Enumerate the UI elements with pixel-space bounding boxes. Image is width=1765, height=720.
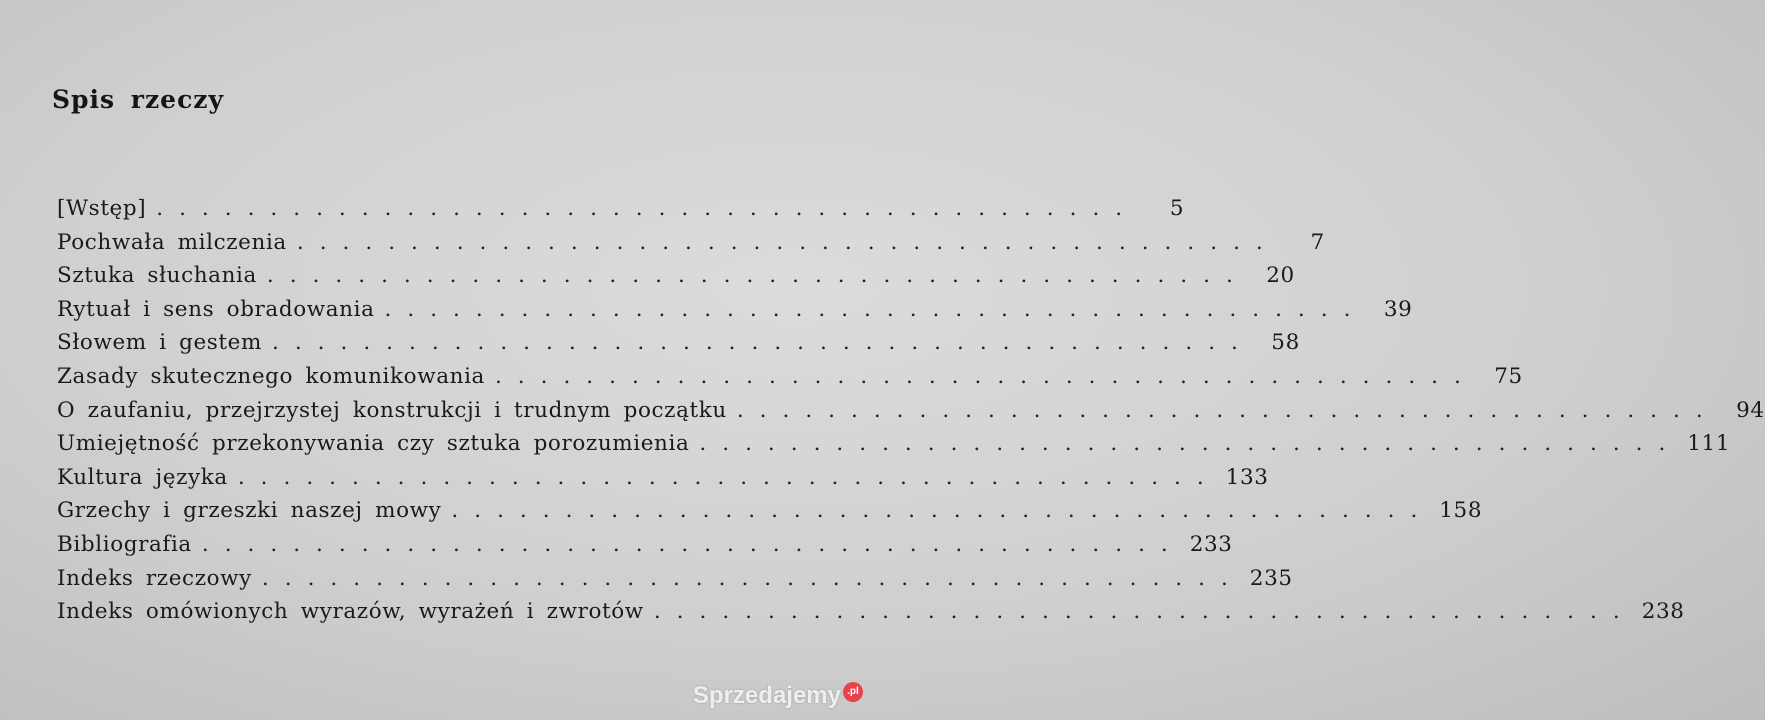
toc-entry-page: 233: [1189, 531, 1233, 557]
toc-entry: [57, 263, 1295, 297]
toc-entry-page: 58: [1271, 330, 1300, 356]
toc-entry-title: Kultura języka: [57, 464, 228, 490]
toc-entry: [57, 565, 1293, 600]
toc-entry-title: Grzechy i grzeszki naszej mowy: [57, 498, 442, 524]
toc-entry-title: Bibliografia: [57, 531, 192, 557]
toc-leader-dots: ...........................................: [653, 599, 1636, 625]
watermark-text: Sprzedajemy: [692, 682, 841, 709]
toc-leader-dots: ...........................................: [699, 431, 1682, 457]
toc-leader-dots: ...........................................: [266, 263, 1249, 289]
toc-entry-title: [Wstęp]: [57, 196, 147, 221]
toc-entry: [57, 431, 1731, 465]
watermark-badge: .pl: [843, 682, 863, 702]
toc-entry: [57, 464, 1269, 499]
toc-leader-dots: ...........................................: [494, 363, 1477, 389]
page-title: Spis rzeczy: [52, 84, 225, 114]
toc-entry-title: Zasady skutecznego komunikowania: [57, 363, 485, 389]
toc-entry: [57, 397, 1765, 432]
toc-entry-page: 75: [1494, 363, 1523, 389]
toc-entry: [57, 296, 1413, 331]
toc-entry-page: 7: [1310, 229, 1325, 255]
watermark-logo: [693, 682, 863, 710]
toc-entry: [57, 531, 1233, 566]
table-of-contents: [57, 196, 1765, 633]
toc-entry-page: 94: [1736, 397, 1765, 423]
toc-entry-title: Pochwała milczenia: [57, 229, 287, 255]
toc-leader-dots: ...........................................: [156, 196, 1139, 221]
toc-entry: [57, 599, 1685, 633]
toc-entry-title: Sztuka słuchania: [57, 263, 257, 289]
toc-entry-page: 238: [1641, 599, 1685, 625]
toc-entry: [57, 363, 1523, 398]
toc-leader-dots: ...........................................: [261, 565, 1244, 591]
toc-entry-title: Rytuał i sens obradowania: [57, 296, 375, 322]
toc-entry-title: Umiejętność przekonywania czy sztuka porozumienia: [57, 431, 690, 457]
toc-entry-title: Indeks omówionych wyrazów, wyrażeń i zwrotów: [57, 599, 644, 625]
toc-entry-page: 5: [1169, 196, 1185, 221]
toc-leader-dots: ...........................................: [736, 397, 1719, 423]
toc-leader-dots: ...........................................: [451, 498, 1434, 524]
toc-entry-page: 235: [1249, 565, 1293, 591]
toc-entry-title: O zaufaniu, przejrzystej konstrukcji i trudnym początku: [57, 397, 727, 423]
toc-entry: [57, 330, 1300, 364]
toc-entry: [57, 498, 1483, 532]
toc-entry-page: 133: [1225, 464, 1269, 490]
toc-entry-title: Indeks rzeczowy: [57, 565, 252, 591]
toc-leader-dots: ...........................................: [384, 296, 1367, 322]
toc-leader-dots: ...........................................: [237, 464, 1220, 490]
toc-leader-dots: ...........................................: [271, 330, 1254, 356]
toc-entry-title: Słowem i gestem: [57, 330, 262, 356]
toc-leader-dots: ...........................................: [201, 531, 1184, 557]
toc-entry: [57, 229, 1325, 264]
toc-entry-page: 20: [1266, 263, 1295, 289]
toc-entry-page: 111: [1687, 431, 1731, 457]
toc-entry-page: 39: [1383, 296, 1413, 322]
toc-leader-dots: ...........................................: [296, 229, 1279, 255]
toc-entry-page: 158: [1439, 498, 1483, 524]
toc-entry: [57, 196, 1185, 230]
